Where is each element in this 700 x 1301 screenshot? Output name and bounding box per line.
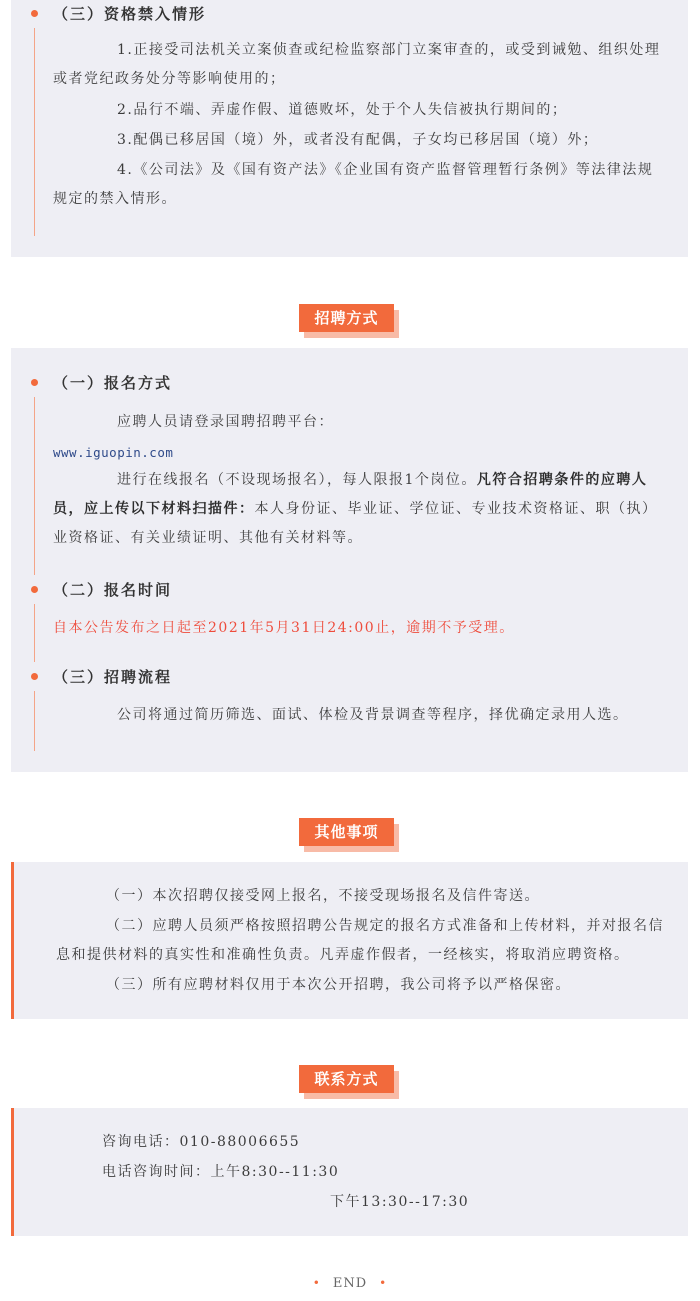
qualification-item: 3.配偶已移居国（境）外，或者没有配偶，子女均已移居国（境）外； xyxy=(117,132,599,148)
other-item: （三）所有应聘材料仅用于本次公开招聘，我公司将予以严格保密。 xyxy=(106,977,571,993)
bullet-dot-icon xyxy=(31,379,38,386)
contact-panel xyxy=(11,1108,688,1236)
bullet-dot-icon xyxy=(31,673,38,680)
badge-label: 其他事项 xyxy=(299,818,394,846)
other-item: （二）应聘人员须严格按照招聘公告规定的报名方式准备和上传材料，并对报名信息和提供材料的真实性和准确性负责。凡弄虚作假者，一经核实，将取消应聘资格。 xyxy=(56,918,664,963)
bullet-dot-icon xyxy=(31,586,38,593)
registration-instruction: 应聘人员请登录国聘招聘平台： xyxy=(117,414,334,430)
badge-label: 招聘方式 xyxy=(299,304,394,332)
other-matters-panel xyxy=(11,862,688,1019)
registration-url-link[interactable]: www.iguopin.com xyxy=(53,445,174,460)
process-text: 公司将通过简历筛选、面试、体检及背景调查等程序，择优确定录用人选。 xyxy=(117,707,629,723)
recruitment-method-panel xyxy=(11,348,688,772)
contact-hours-afternoon: 下午13:30--17:30 xyxy=(330,1194,470,1210)
qualification-item: 4.《公司法》及《国有资产法》《企业国有资产监督管理暂行条例》等法律法规规定的禁入情形。 xyxy=(53,162,654,207)
registration-details-text: 进行在线报名（不设现场报名），每人限报1个岗位。 xyxy=(117,472,477,488)
other-item: （一）本次招聘仅接受网上报名，不接受现场报名及信件寄送。 xyxy=(106,888,540,904)
end-text: END xyxy=(332,1276,368,1291)
dot-icon: • xyxy=(312,1276,321,1290)
qualification-item: 2.品行不端、弄虚作假、道德败坏，处于个人失信被执行期间的； xyxy=(117,102,568,118)
process-heading: （三）招聘流程 xyxy=(53,668,173,686)
registration-heading: （一）报名方式 xyxy=(53,374,173,392)
end-marker xyxy=(0,1276,700,1291)
other-matters-badge xyxy=(299,818,399,852)
dot-icon: • xyxy=(379,1276,388,1290)
qualification-panel xyxy=(11,0,688,257)
contact-badge xyxy=(299,1065,399,1099)
section-line xyxy=(34,691,35,751)
time-heading: （二）报名时间 xyxy=(53,581,173,599)
bullet-dot-icon xyxy=(31,10,38,17)
registration-details-emphasis: 凡符合招聘条件的应聘人员，应上传以下材料扫描件： xyxy=(53,472,648,517)
registration-deadline: 自本公告发布之日起至2021年5月31日24:00止，逾期不予受理。 xyxy=(53,620,515,636)
contact-phone: 咨询电话：010-88006655 xyxy=(102,1134,301,1150)
contact-hours-morning: 电话咨询时间：上午8:30--11:30 xyxy=(102,1164,340,1180)
registration-materials-text: 本人身份证、毕业证、学位证、专业技术资格证、职（执）业资格证、有关业绩证明、其他有关材料等。 xyxy=(53,501,658,546)
section-line xyxy=(34,604,35,662)
qualification-heading: （三）资格禁入情形 xyxy=(53,5,207,23)
section-line xyxy=(34,28,35,236)
registration-details xyxy=(53,466,663,553)
qualification-item: 1.正接受司法机关立案侦查或纪检监察部门立案审查的，或受到诫勉、组织处理或者党纪政务处分等影响使用的； xyxy=(53,42,661,87)
recruitment-method-badge xyxy=(299,304,399,338)
section-line xyxy=(34,397,35,575)
badge-label: 联系方式 xyxy=(299,1065,394,1093)
